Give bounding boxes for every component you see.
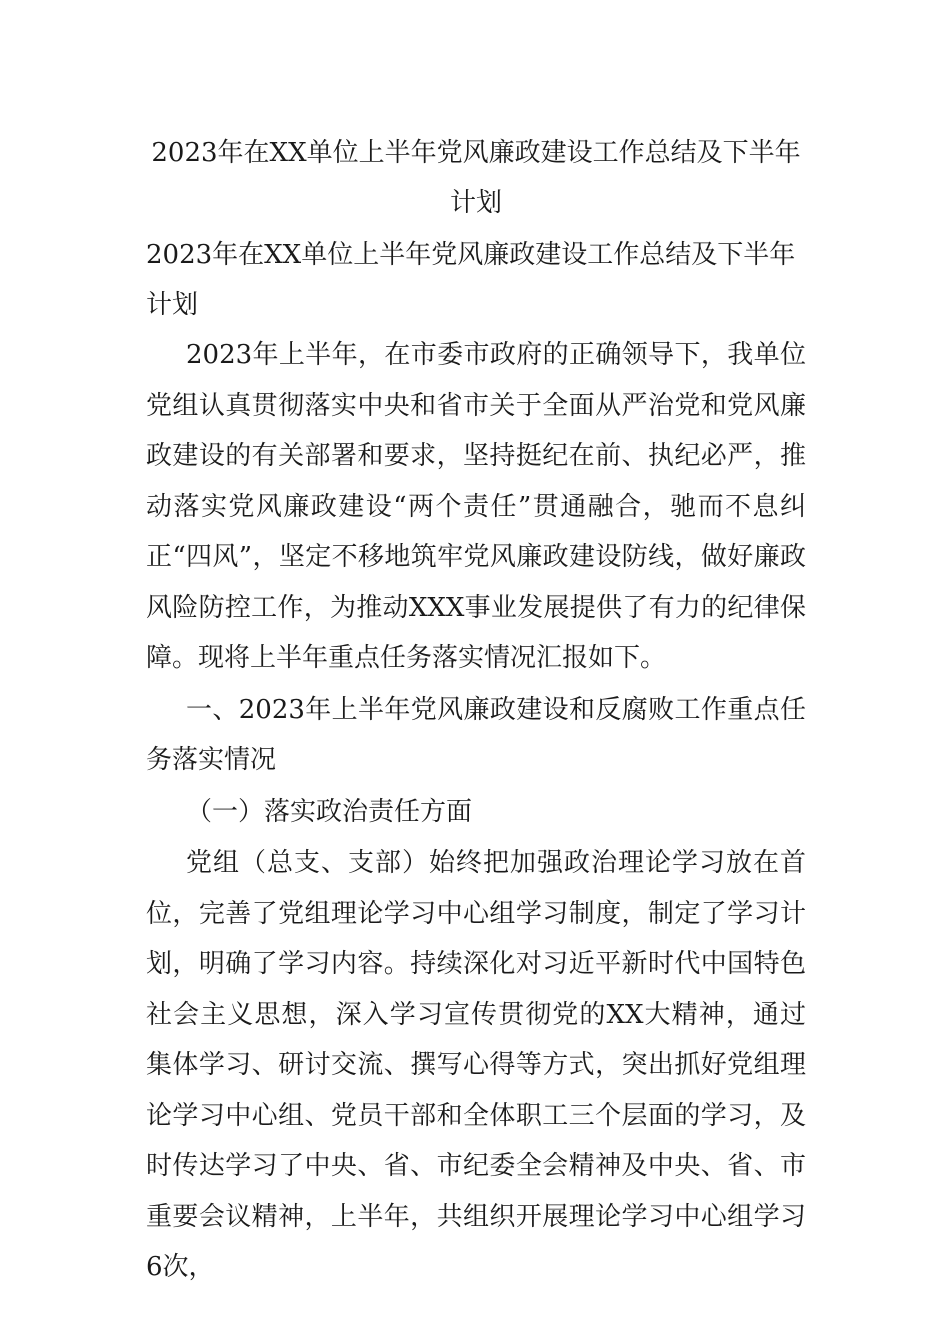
intro-paragraph: 2023年上半年，在市委市政府的正确领导下，我单位党组认真贯彻落实中央和省市关于全面从严治党和党风廉政建设的有关部署和要求，坚持挺纪在前、执纪必严，推动落实党风廉政建设“两个责任”贯通融合，驰而不息纠正“四风”，坚定不移地筑牢党风廉政建设防线，做好廉政风险防控工作，为推动XXX事业发展提供了有力的纪律保障。现将上半年重点任务落实情况汇报如下。 <box>146 340 806 673</box>
document-body <box>146 128 806 1293</box>
body-paragraph: 党组（总支、支部）始终把加强政治理论学习放在首位，完善了党组理论学习中心组学习制度，制定了学习计划，明确了学习内容。持续深化对习近平新时代中国特色社会主义思想，深入学习宣传贯彻党的XX大精神，通过集体学习、研讨交流、撰写心得等方式，突出抓好党组理论学习中心组、党员干部和全体职工三个层面的学习，及时传达学习了中央、省、市纪委全会精神及中央、省、市重要会议精神，上半年，共组织开展理论学习中心组学习6次， <box>146 848 806 1282</box>
document-title: 2023年在XX单位上半年党风廉政建设工作总结及下半年计划 <box>151 138 801 218</box>
section-heading: 一、2023年上半年党风廉政建设和反腐败工作重点任务落实情况 <box>146 694 806 775</box>
subsection-heading: （一）落实政治责任方面 <box>186 796 473 827</box>
document-subtitle: 2023年在XX单位上半年党风廉政建设工作总结及下半年计划 <box>146 240 796 320</box>
